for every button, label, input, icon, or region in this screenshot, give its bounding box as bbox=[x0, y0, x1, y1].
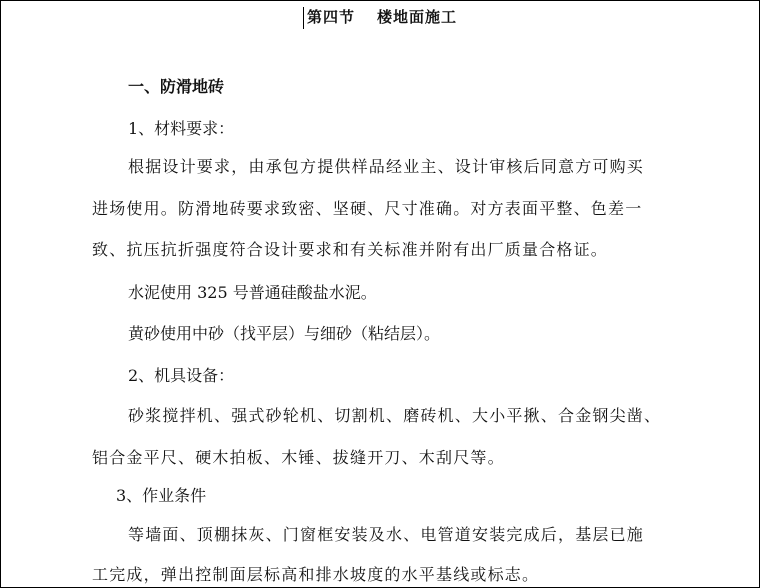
section-title bbox=[303, 2, 457, 32]
paragraph-line: 砂浆搅拌机、强式砂轮机、切割机、磨砖机、大小平揪、合金钢尖凿、 bbox=[128, 406, 662, 425]
paragraph-line: 等墙面、顶棚抹灰、门窗框安装及水、电管道安装完成后，基层已施 bbox=[128, 525, 645, 544]
paragraph-line: 进场使用。防滑地砖要求致密、坚硬、尺寸准确。对方表面平整、色差一 bbox=[92, 199, 643, 218]
paragraph-line: 工完成，弹出控制面层标高和排水坡度的水平基线或标志。 bbox=[92, 565, 540, 584]
heading-anti-slip-tiles: 一、防滑地砖 bbox=[128, 77, 225, 96]
subheading-equipment: 2、机具设备： bbox=[128, 366, 235, 385]
subheading-material-requirements: 1、材料要求： bbox=[128, 119, 235, 138]
chapter-number: 第四节 bbox=[306, 8, 355, 26]
paragraph-line: 致、抗压抗折强度符合设计要求和有关标准并附有出厂质量合格证。 bbox=[92, 240, 609, 259]
section-title-row bbox=[0, 2, 760, 32]
paragraph-line: 铝合金平尺、硬木拍板、木锤、拔缝开刀、木刮尺等。 bbox=[92, 448, 505, 467]
subheading-work-conditions: 3、作业条件 bbox=[116, 486, 207, 505]
paragraph-cement: 水泥使用 325 号普通硅酸盐水泥。 bbox=[128, 283, 377, 302]
paragraph-line: 根据设计要求，由承包方提供样品经业主、设计审核后同意方可购买 bbox=[128, 157, 645, 176]
paragraph-sand: 黄砂使用中砂（找平层）与细砂（粘结层）。 bbox=[128, 324, 441, 343]
text-cursor bbox=[303, 7, 304, 29]
chapter-title: 楼地面施工 bbox=[377, 8, 458, 26]
